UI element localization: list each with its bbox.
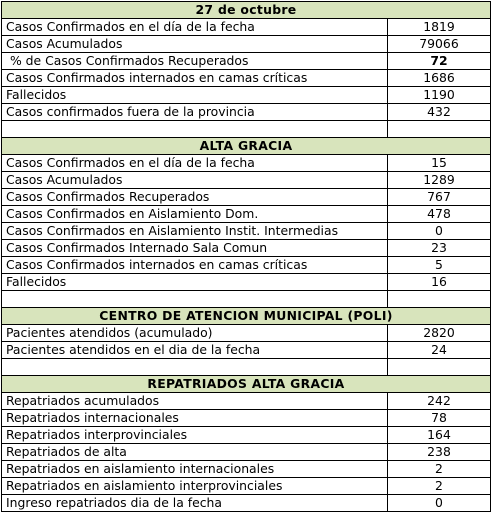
row-label: Casos Confirmados en el día de la fecha: [2, 155, 388, 172]
spacer-row: [2, 359, 491, 376]
row-label: Casos Acumulados: [2, 36, 388, 53]
report-table: [1, 1, 491, 512]
row-value: 0: [388, 495, 491, 512]
row-value: 767: [388, 189, 491, 206]
table-row: [2, 70, 491, 87]
row-value: 1289: [388, 172, 491, 189]
table-row: [2, 53, 491, 70]
table-row: [2, 325, 491, 342]
section-title: CENTRO DE ATENCION MUNICIPAL (POLI): [2, 308, 491, 325]
table-row: [2, 104, 491, 121]
table-row: [2, 342, 491, 359]
row-label: Casos Confirmados en Aislamiento Instit. Intermedias: [2, 223, 388, 240]
row-value: 164: [388, 427, 491, 444]
row-value: 238: [388, 444, 491, 461]
section-title: ALTA GRACIA: [2, 138, 491, 155]
row-label: Casos Confirmados Internado Sala Comun: [2, 240, 388, 257]
row-value: 478: [388, 206, 491, 223]
spacer-cell: [2, 121, 388, 138]
row-value: 23: [388, 240, 491, 257]
row-label: Ingreso repatriados dia de la fecha: [2, 495, 388, 512]
table-row: [2, 257, 491, 274]
row-value: 1819: [388, 19, 491, 36]
table-row: [2, 172, 491, 189]
row-label: Casos Confirmados en Aislamiento Dom.: [2, 206, 388, 223]
row-label: Casos Confirmados internados en camas críticas: [2, 257, 388, 274]
table-row: [2, 223, 491, 240]
table-row: [2, 444, 491, 461]
row-label: Casos Confirmados en el día de la fecha: [2, 19, 388, 36]
row-value: 24: [388, 342, 491, 359]
row-value: 432: [388, 104, 491, 121]
row-value: 1190: [388, 87, 491, 104]
spacer-cell: [388, 121, 491, 138]
section-header-alta-gracia: [2, 138, 491, 155]
row-label: Casos confirmados fuera de la provincia: [2, 104, 388, 121]
row-value: 79066: [388, 36, 491, 53]
row-value: 0: [388, 223, 491, 240]
spacer-cell: [2, 359, 388, 376]
table-row: [2, 189, 491, 206]
table-row: [2, 19, 491, 36]
report-body: [2, 2, 491, 512]
row-label: Repatriados interprovinciales: [2, 427, 388, 444]
row-value: 2: [388, 461, 491, 478]
section-header-27-de-octubre: [2, 2, 491, 19]
section-header-repatriados-alta-gracia: [2, 376, 491, 393]
spacer-cell: [2, 291, 388, 308]
row-value: 78: [388, 410, 491, 427]
row-label: Repatriados internacionales: [2, 410, 388, 427]
row-value: 1686: [388, 70, 491, 87]
row-value: 242: [388, 393, 491, 410]
table-row: [2, 410, 491, 427]
row-label: Repatriados en aislamiento internacionales: [2, 461, 388, 478]
row-label: Pacientes atendidos en el dia de la fecha: [2, 342, 388, 359]
table-row: [2, 461, 491, 478]
table-row: [2, 393, 491, 410]
row-label: Repatriados de alta: [2, 444, 388, 461]
row-label: % de Casos Confirmados Recuperados: [2, 53, 388, 70]
table-row: [2, 206, 491, 223]
row-label: Casos Confirmados Recuperados: [2, 189, 388, 206]
row-label: Fallecidos: [2, 87, 388, 104]
section-title: REPATRIADOS ALTA GRACIA: [2, 376, 491, 393]
section-header-centro-de-atencion-municipal-poli: [2, 308, 491, 325]
spacer-row: [2, 291, 491, 308]
row-value: 5: [388, 257, 491, 274]
table-row: [2, 36, 491, 53]
row-value: 72: [388, 53, 491, 70]
row-value: 15: [388, 155, 491, 172]
table-row: [2, 240, 491, 257]
row-label: Fallecidos: [2, 274, 388, 291]
table-row: [2, 87, 491, 104]
covid-report-sheet: [0, 1, 491, 512]
section-title: 27 de octubre: [2, 2, 491, 19]
row-value: 2820: [388, 325, 491, 342]
row-label: Pacientes atendidos (acumulado): [2, 325, 388, 342]
row-label: Repatriados en aislamiento interprovinciales: [2, 478, 388, 495]
table-row: [2, 427, 491, 444]
spacer-cell: [388, 359, 491, 376]
table-row: [2, 155, 491, 172]
table-row: [2, 274, 491, 291]
table-row: [2, 478, 491, 495]
table-row: [2, 495, 491, 512]
spacer-row: [2, 121, 491, 138]
row-label: Casos Confirmados internados en camas críticas: [2, 70, 388, 87]
row-label: Repatriados acumulados: [2, 393, 388, 410]
row-value: 2: [388, 478, 491, 495]
spacer-cell: [388, 291, 491, 308]
row-label: Casos Acumulados: [2, 172, 388, 189]
row-value: 16: [388, 274, 491, 291]
